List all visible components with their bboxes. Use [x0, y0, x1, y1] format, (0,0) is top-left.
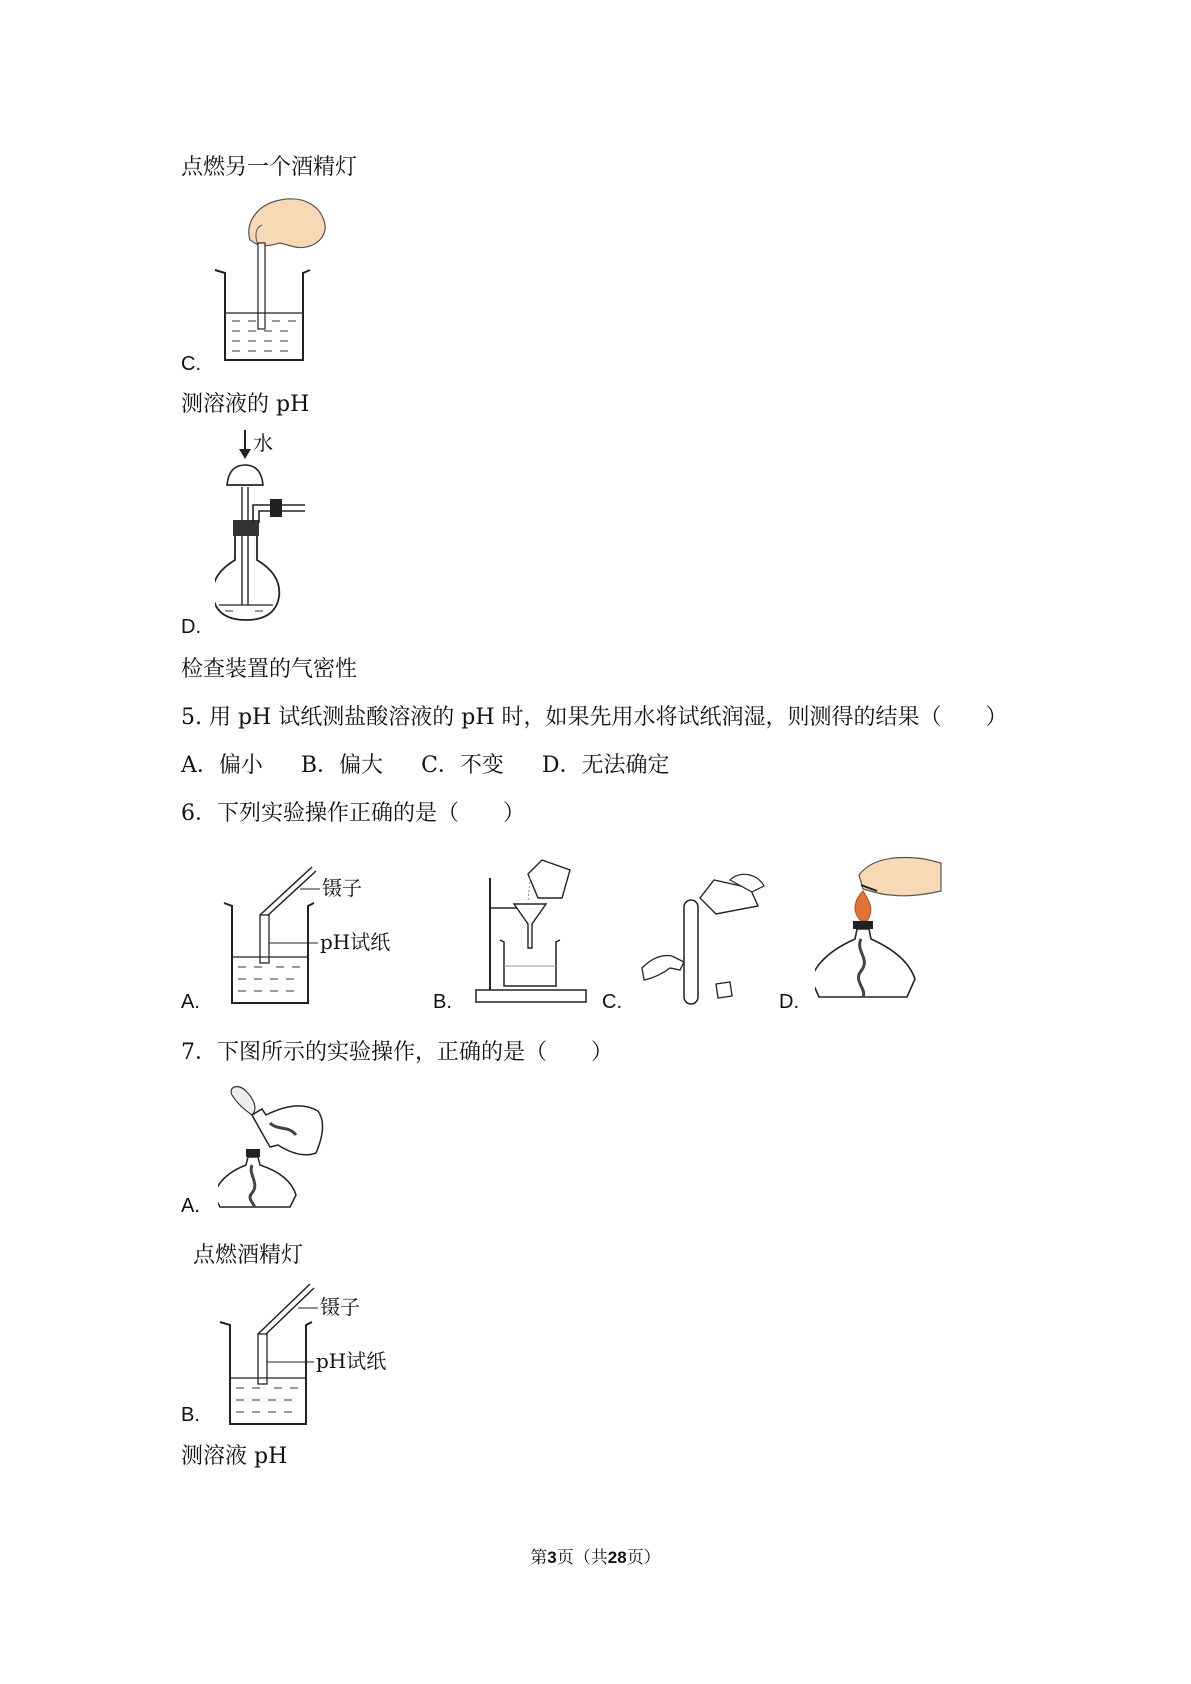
test-tube-icon: [684, 900, 698, 1004]
figure-c-ph-test: [210, 195, 340, 365]
footer-mid: 页（共: [556, 1548, 608, 1568]
stand-base-icon: [476, 990, 586, 1002]
water-label: 水: [253, 431, 273, 455]
q6-figure-c: [640, 870, 780, 1010]
figure-d-airtightness: [215, 425, 335, 625]
flask-icon: [215, 536, 279, 620]
option-c-caption: 测溶液的 pH: [181, 392, 310, 417]
q6-option-b-label: B.: [433, 991, 452, 1013]
q6-option-d-label: D.: [779, 991, 799, 1013]
q7-ph-paper-label: pH试纸: [316, 1349, 387, 1373]
q7-option-a-label: A.: [181, 1195, 200, 1217]
q7-option-b-caption: 测溶液 pH: [181, 1444, 288, 1469]
q5-options: [181, 753, 708, 779]
flame-icon: [855, 891, 871, 921]
q6-figure-a: [220, 865, 400, 1005]
footer-page-number: 3: [547, 1548, 557, 1567]
prev-option-caption: 点燃另一个酒精灯: [181, 155, 358, 180]
q5-stem: 5. 用 pH 试纸测盐酸溶液的 pH 时，如果先用水将试纸润湿，则测得的结果（ ）: [181, 705, 1008, 730]
hand-icon: [642, 956, 684, 981]
footer-prefix: 第: [530, 1548, 548, 1568]
q7-figure-b: [218, 1282, 398, 1427]
option-c-label: C.: [181, 353, 201, 375]
q6-option-a-label: A.: [181, 991, 200, 1013]
q7-option-a-caption: 点燃酒精灯: [193, 1243, 304, 1268]
alcohol-lamp-icon: [218, 1157, 296, 1207]
q5-option-b: B．偏大: [300, 753, 384, 778]
q7-option-b-label: B.: [181, 1404, 200, 1426]
footer-total-pages: 28: [607, 1548, 627, 1567]
page-footer: [0, 1548, 1191, 1568]
q6-stem: 6．下列实验操作正确的是（ ）: [181, 801, 525, 826]
flame-icon: [231, 1087, 255, 1115]
q5-option-a: A．偏小: [181, 753, 263, 778]
q7-stem: 7．下图所示的实验操作，正确的是（ ）: [181, 1040, 613, 1065]
q6-figure-b: [470, 858, 600, 1008]
hand-icon: [859, 858, 941, 896]
q5-option-c: C．不变: [421, 753, 504, 778]
arrow-down-icon: [239, 449, 251, 459]
q6-ph-paper-label: pH试纸: [320, 930, 391, 954]
hand-icon: [249, 199, 325, 248]
pouring-beaker-icon: [528, 860, 570, 898]
q6-option-c-label: C.: [602, 991, 622, 1013]
stopper-icon: [716, 982, 732, 998]
funnel-icon: [514, 904, 546, 948]
q6-figure-d: [815, 855, 945, 1005]
q7-figure-a: [218, 1085, 338, 1210]
option-d-caption: 检查装置的气密性: [181, 657, 358, 682]
q7-tweezers-label: 镊子: [320, 1295, 360, 1319]
footer-suffix: 页）: [626, 1548, 661, 1568]
q6-tweezers-label: 镊子: [322, 876, 362, 900]
option-d-label: D.: [181, 616, 201, 638]
clamp-icon: [270, 499, 282, 517]
q5-option-d: D．无法确定: [541, 753, 670, 778]
